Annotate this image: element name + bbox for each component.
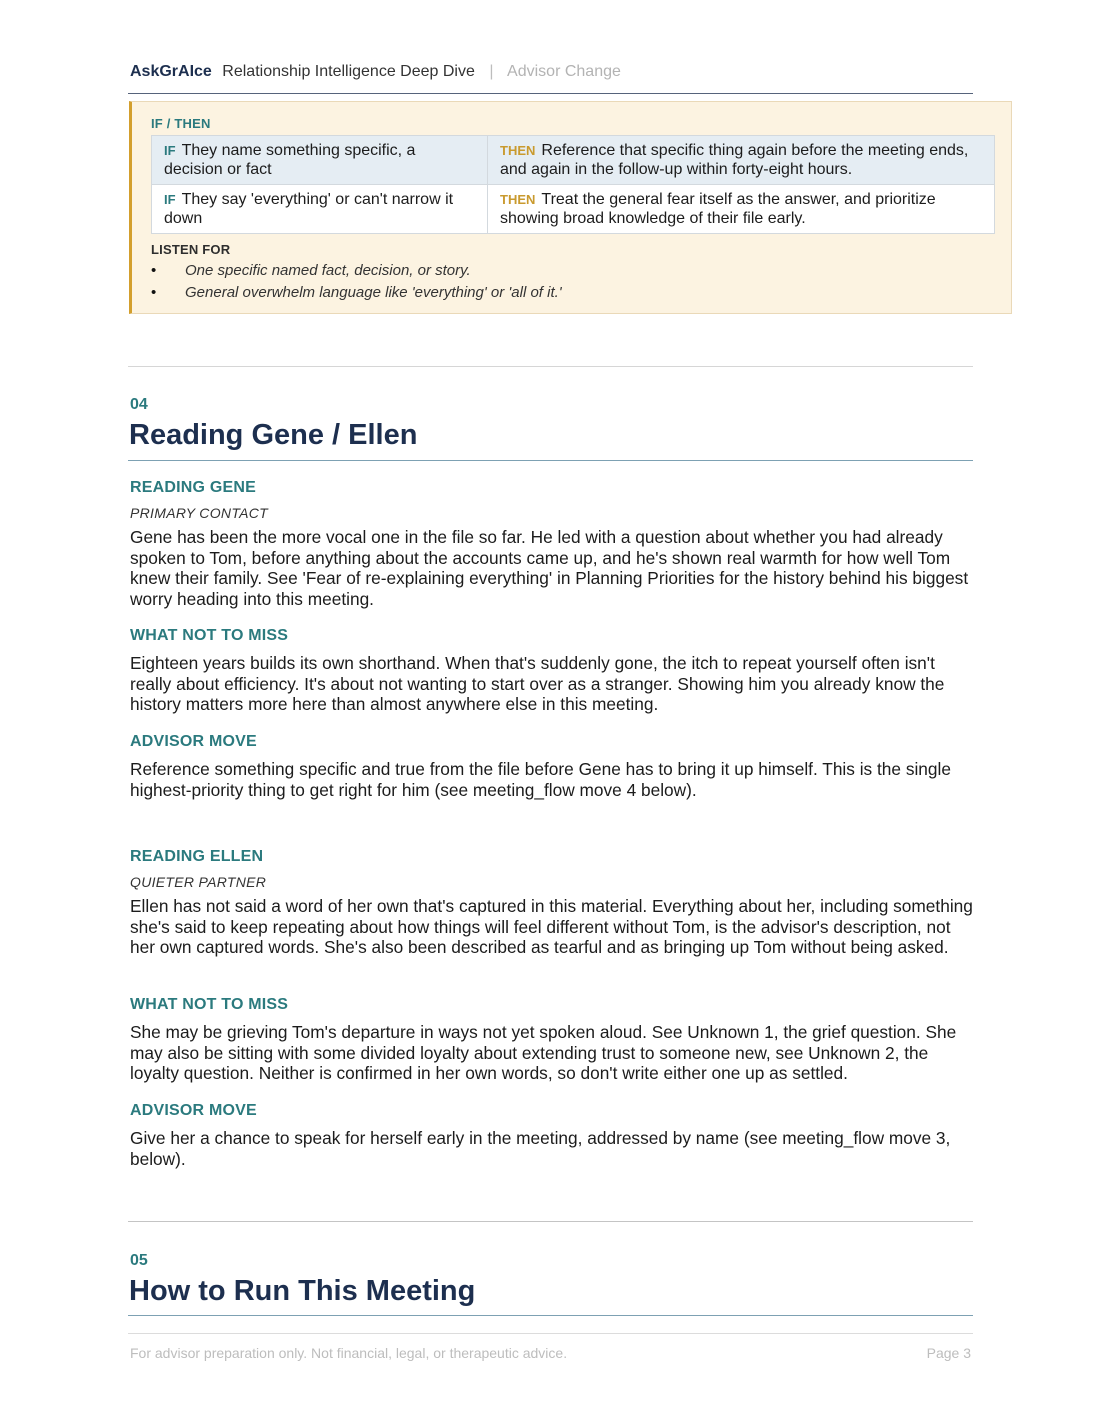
if-keyword: IF bbox=[164, 192, 176, 207]
section-divider bbox=[128, 1221, 973, 1222]
header-title: Relationship Intelligence Deep Dive bbox=[222, 63, 475, 80]
section-title: Reading Gene / Ellen bbox=[129, 419, 418, 451]
if-then-callout bbox=[129, 101, 1012, 314]
list-item bbox=[151, 282, 562, 304]
section-title: How to Run This Meeting bbox=[129, 1275, 476, 1307]
if-text: They say 'everything' or can't narrow it down bbox=[164, 191, 454, 227]
list-item-text: General overwhelm language like 'everything' or 'all of it.' bbox=[185, 284, 562, 301]
if-text: They name something specific, a decision or fact bbox=[164, 142, 416, 178]
header-divider bbox=[128, 93, 973, 94]
ellen-body: Ellen has not said a word of her own that's captured in this material. Everything about her, including something she's said to keep repeating about how things will feel different without Tom, is the advisor's description, not her own captured words. She's also been described as tearful and as bringing up Tom without being asked. bbox=[130, 896, 973, 958]
gene-role-caption: PRIMARY CONTACT bbox=[130, 505, 269, 521]
bullet-icon: • bbox=[151, 262, 157, 279]
ellen-miss-heading: WHAT NOT TO MISS bbox=[130, 996, 289, 1013]
if-then-row bbox=[152, 136, 995, 185]
gene-miss-heading: WHAT NOT TO MISS bbox=[130, 627, 289, 644]
ellen-heading: READING ELLEN bbox=[130, 848, 264, 865]
if-cell bbox=[152, 185, 488, 234]
then-text: Reference that specific thing again before the meeting ends, and again in the follow-up within forty-eight hours. bbox=[500, 142, 969, 178]
gene-miss-body: Eighteen years builds its own shorthand. When that's suddenly gone, the itch to repeat yourself often isn't really about efficiency. It's about not wanting to start over as a stranger. Showing him you already know the history matters more here than almost anywhere else in this meeting. bbox=[130, 653, 945, 715]
header-separator: | bbox=[489, 63, 494, 80]
gene-move-heading: ADVISOR MOVE bbox=[130, 733, 257, 750]
if-keyword: IF bbox=[164, 143, 176, 158]
footer-disclaimer: For advisor preparation only. Not financial, legal, or therapeutic advice. bbox=[130, 1345, 568, 1361]
if-then-table bbox=[151, 135, 995, 234]
bullet-icon: • bbox=[151, 284, 157, 301]
then-cell bbox=[488, 185, 995, 234]
section-number: 04 bbox=[130, 396, 148, 413]
ellen-move-body: Give her a chance to speak for herself early in the meeting, addressed by name (see meeting_flow move 3, below). bbox=[130, 1128, 951, 1169]
ellen-miss-body: She may be grieving Tom's departure in ways not yet spoken aloud. See Unknown 1, the grief question. She may also be sitting with some divided loyalty about extending trust to someone new, see Unknown 2, the loyalty question. Neither is confirmed in her own words, so don't write either one up as settled. bbox=[130, 1022, 957, 1084]
ellen-role-caption: QUIETER PARTNER bbox=[130, 874, 267, 890]
running-header bbox=[130, 63, 973, 83]
if-then-row bbox=[152, 185, 995, 234]
then-keyword: THEN bbox=[500, 143, 536, 158]
section-title-rule bbox=[128, 1315, 973, 1316]
then-cell bbox=[488, 136, 995, 185]
gene-move-body: Reference something specific and true from the file before Gene has to bring it up himself. This is the single highest-priority thing to get right for him (see meeting_flow move 4 below). bbox=[130, 759, 951, 800]
listen-for-list bbox=[151, 260, 562, 304]
callout-label: IF / THEN bbox=[151, 116, 211, 131]
list-item bbox=[151, 260, 562, 282]
header-subtitle: Advisor Change bbox=[507, 63, 621, 80]
then-keyword: THEN bbox=[500, 192, 536, 207]
footer-divider bbox=[128, 1333, 973, 1334]
gene-body: Gene has been the more vocal one in the file so far. He led with a question about whether you had already spoken to Tom, before anything about the accounts came up, and he's shown real warmth for how well Tom knew their family. See 'Fear of re-explaining everything' in Planning Priorities for the history behind his biggest worry heading into this meeting. bbox=[130, 527, 969, 610]
if-cell bbox=[152, 136, 488, 185]
brand-name: AskGrAIce bbox=[130, 63, 212, 80]
section-divider bbox=[128, 366, 973, 367]
ellen-move-heading: ADVISOR MOVE bbox=[130, 1102, 257, 1119]
section-title-rule bbox=[128, 460, 973, 461]
gene-heading: READING GENE bbox=[130, 479, 256, 496]
then-text: Treat the general fear itself as the answer, and prioritize showing broad knowledge of their file early. bbox=[500, 191, 936, 227]
list-item-text: One specific named fact, decision, or story. bbox=[185, 262, 471, 279]
listen-for-label: LISTEN FOR bbox=[151, 242, 231, 257]
page-number: Page 3 bbox=[926, 1345, 971, 1361]
section-number: 05 bbox=[130, 1252, 148, 1269]
